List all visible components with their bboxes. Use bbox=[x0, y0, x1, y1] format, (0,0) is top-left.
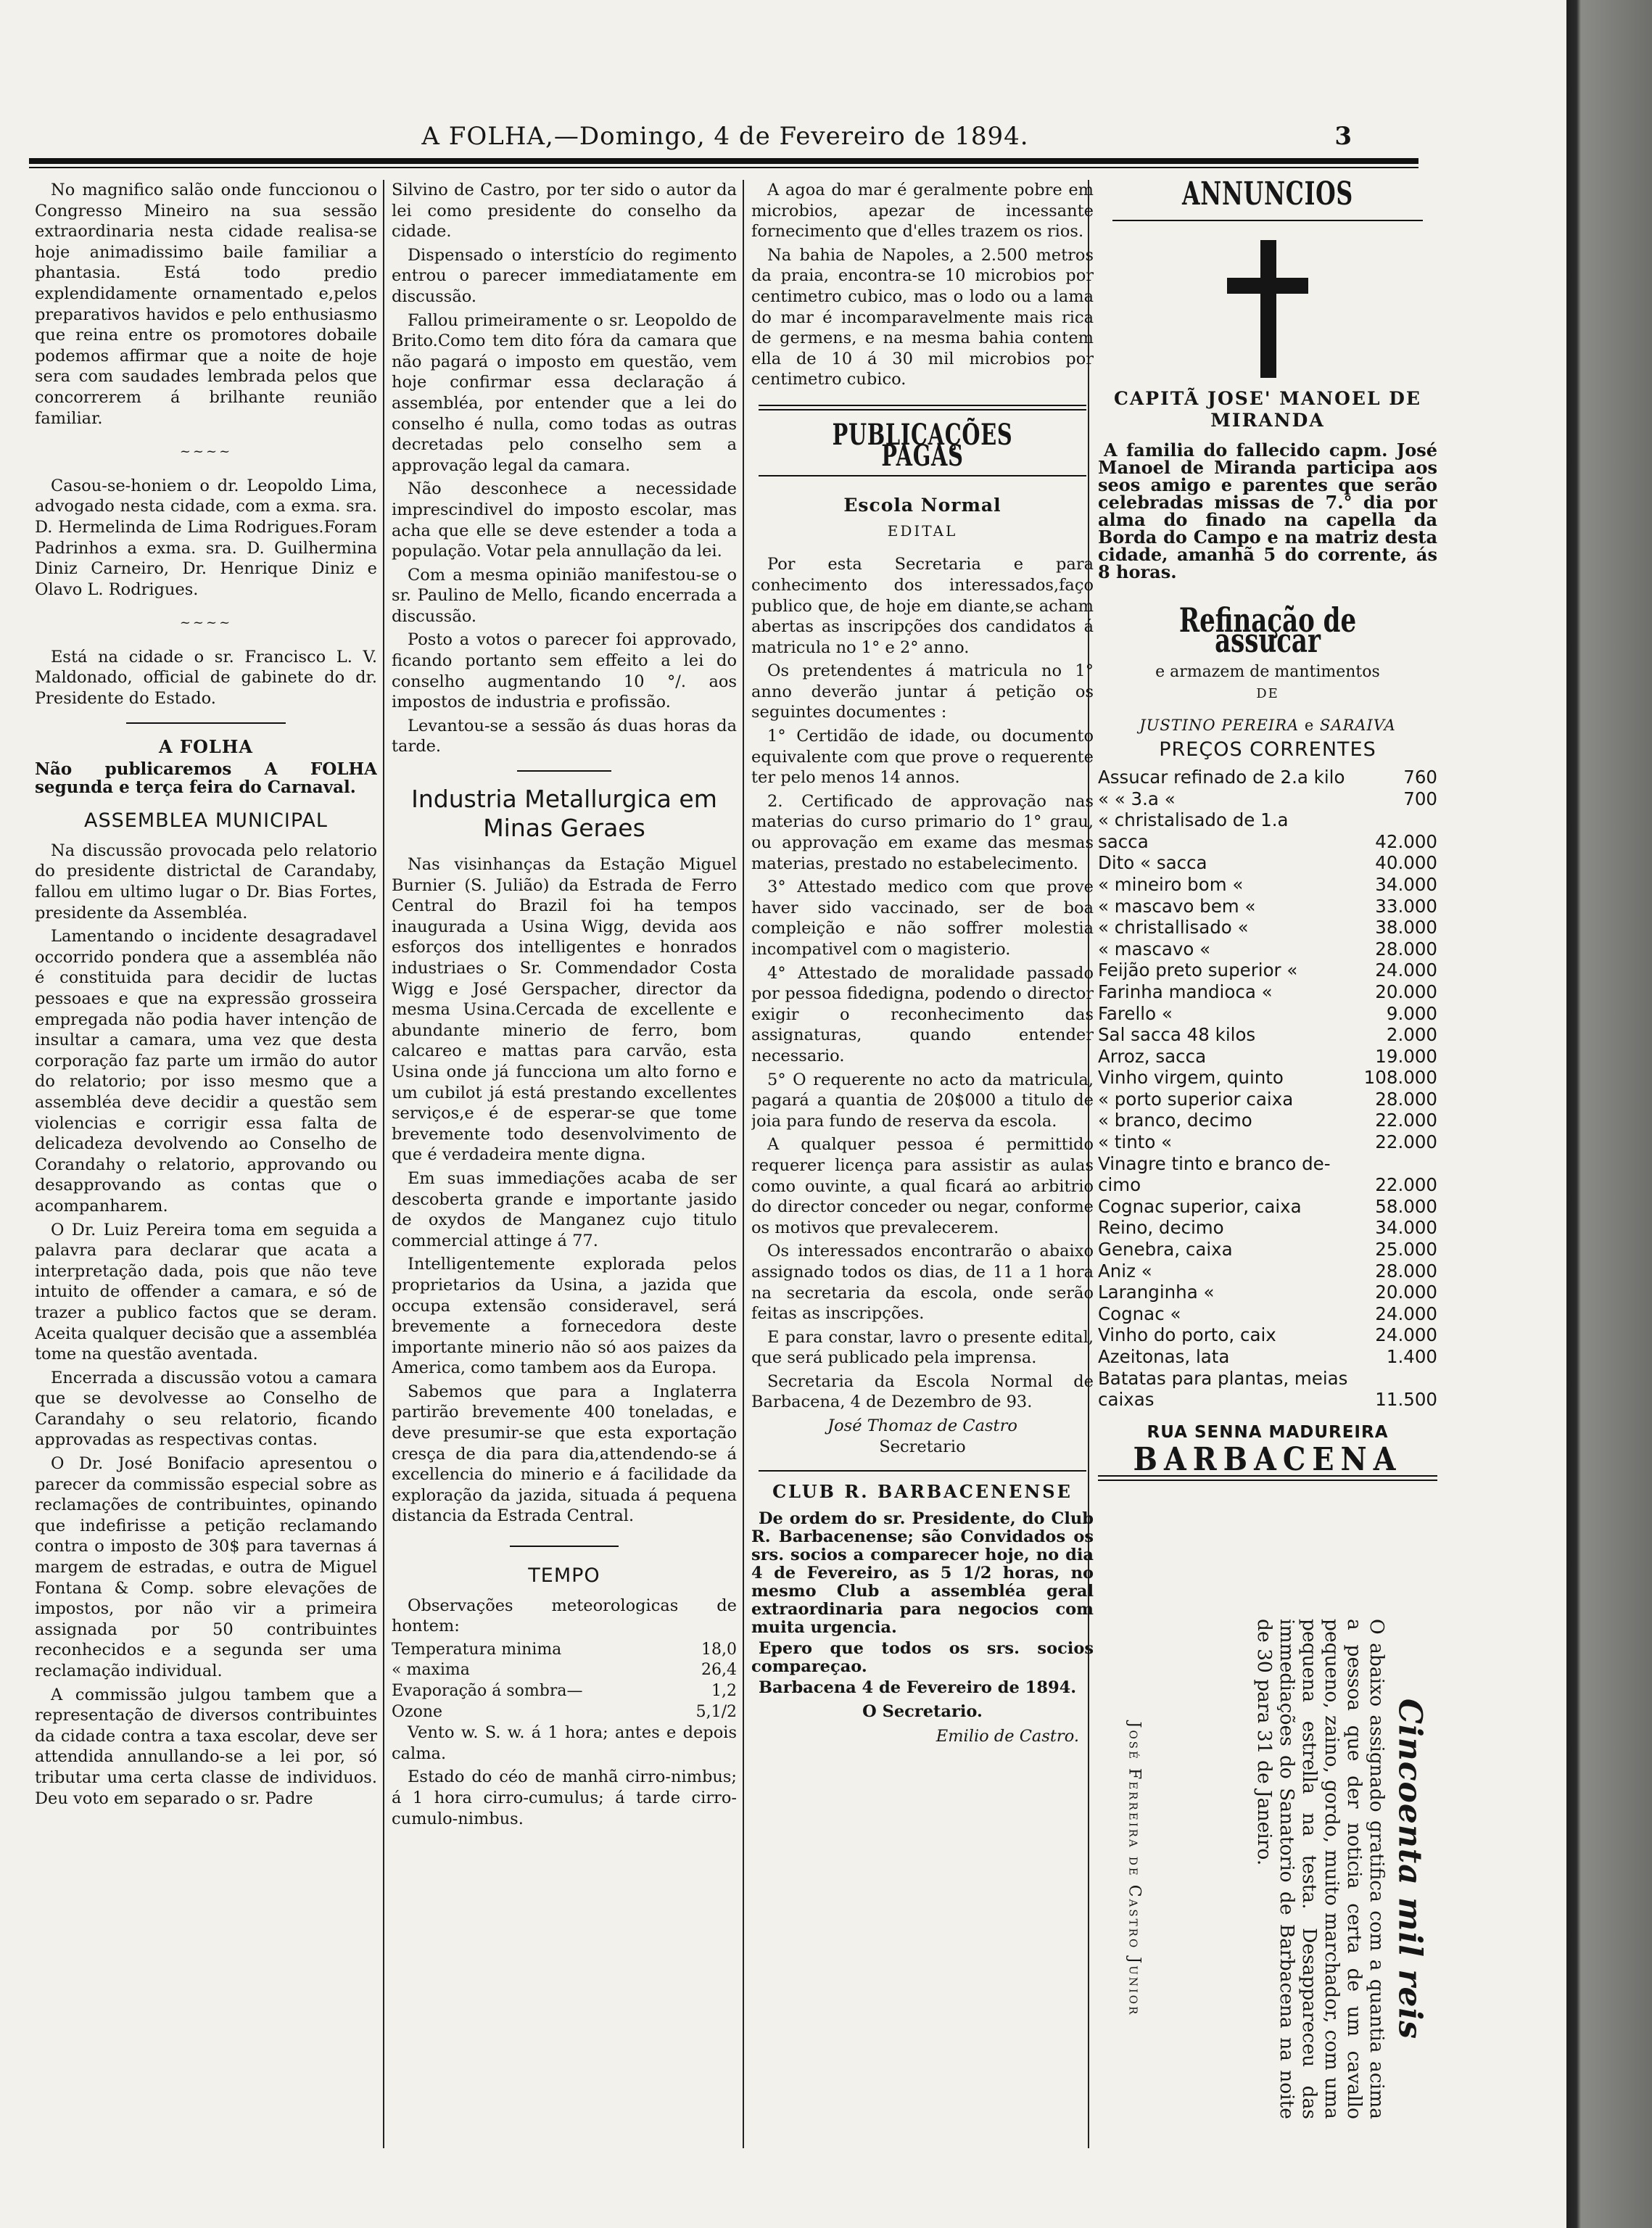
price-row bbox=[1098, 896, 1437, 917]
price-item: Farinha mandioca « bbox=[1098, 981, 1273, 1002]
price-item: Cognac superior, caixa bbox=[1098, 1195, 1302, 1217]
industria-paragraph: Intelligentemente explorada pelos proprietarios da Usina, a jazida que occupa extensão consideravel, será brevemente a fornecedora deste importante minerio não só aos paizes da America, como tambem aos da Europa. bbox=[392, 1255, 737, 1378]
edital-paragraph: Por esta Secretaria e para conhecimento dos interessados,faço publico que, de hoje em diante,se acham abertas as inscripções dos candidatos á matricula no 1° e 2° anno. bbox=[751, 555, 1094, 657]
price-item: Aniz « bbox=[1098, 1260, 1152, 1282]
article-visita: Está na cidade o sr. Francisco L. V. Maldonado, official de gabinete do dr. Presidente do Estado. bbox=[35, 647, 377, 709]
section-rule bbox=[759, 409, 1086, 410]
refinacao-title: Refinação de assucar bbox=[1178, 600, 1357, 661]
club-title: CLUB R. BARBACENENSE bbox=[772, 1481, 1073, 1503]
section-rule bbox=[510, 1546, 619, 1547]
edital-paragraph: E para constar, lavro o presente edital, que será publicado pela imprensa. bbox=[751, 1327, 1094, 1368]
address-street: RUA SENNA MADUREIRA bbox=[1147, 1422, 1389, 1442]
price-value: 25.000 bbox=[1375, 1239, 1437, 1261]
price-value: 22.000 bbox=[1375, 1174, 1437, 1196]
folha-notice: Não publicaremos A FOLHA segunda e terça feira do Carnaval. bbox=[35, 759, 377, 798]
tempo-label: Ozone bbox=[392, 1702, 443, 1721]
assembleia-paragraph: Levantou-se a sessão ás duas horas da tarde. bbox=[392, 716, 737, 756]
price-row bbox=[1098, 1174, 1437, 1196]
assembleia-paragraph: A commissão julgou tambem que a representação de diversos contribuintes da cidade contra a taxa escolar, deve ser attendida annullando-se a lei por, só tributar uma certa classe de individuos. Deu voto em separado o sr. Padre bbox=[35, 1685, 377, 1808]
price-value: 24.000 bbox=[1375, 960, 1437, 981]
price-item: Vinho virgem, quinto bbox=[1098, 1067, 1284, 1089]
owner-conjunction: e bbox=[1304, 716, 1315, 734]
tempo-title: TEMPO bbox=[528, 1564, 600, 1588]
club-signature: Emilio de Castro. bbox=[936, 1727, 1079, 1746]
price-row bbox=[1098, 1046, 1437, 1068]
tempo-row bbox=[392, 1702, 737, 1723]
price-item: Arroz, sacca bbox=[1098, 1045, 1207, 1067]
price-item: Cognac « bbox=[1098, 1303, 1181, 1324]
tempo-ceu: Estado do céo de manhã cirro-nimbus; á 1 hora cirro-cumulus; á tarde cirro-cumulo-nimbus. bbox=[392, 1767, 737, 1828]
price-value: 28.000 bbox=[1375, 938, 1437, 960]
edital-paragraph: 5° O requerente no acto da matricula, pagará a quantia de 20$000 a titulo de joia para fundo de reserva da escola. bbox=[751, 1070, 1094, 1131]
assembleia-paragraph: Dispensado o interstício do regimento entrou o parecer immediatamente em discussão. bbox=[392, 245, 737, 306]
price-value: 22.000 bbox=[1375, 1131, 1437, 1153]
tempo-row bbox=[392, 1640, 737, 1661]
price-row bbox=[1098, 852, 1437, 874]
article-casamento: Casou-se-honiem o dr. Leopoldo Lima, advogado nesta cidade, com a exma. sra. D. Hermelinda de Lima Rodrigues.Foram Padrinhos a exma. sra. D. Guilhermina Diniz Carneiro, Dr. Henrique Diniz e Olavo L. Rodrigues. bbox=[35, 476, 377, 599]
price-item: Dito « sacca bbox=[1098, 852, 1207, 874]
price-value: 33.000 bbox=[1375, 895, 1437, 917]
assembleia-continued: Silvino de Castro, por ter sido o autor da lei como presidente do conselho da cidade. bbox=[392, 181, 737, 242]
price-item: caixas bbox=[1098, 1389, 1155, 1411]
owner-name: JUSTINO PEREIRA bbox=[1139, 716, 1300, 734]
price-row bbox=[1098, 1217, 1437, 1239]
ornament-divider: ~~~~ bbox=[179, 615, 233, 631]
price-row bbox=[1098, 788, 1437, 810]
column-2 bbox=[392, 180, 737, 2148]
section-rule bbox=[759, 405, 1086, 406]
assembleia-paragraph: O Dr. José Bonifacio apresentou o parecer da commissão especial sobre as reclamações de contribuintes, opinando que indefirisse a petição reclamando contra o imposto de 30$ para tavernas á margem de estradas, e outra de Miguel Fontana & Comp. sobre elevações de impostos, por não vir a primeira assignada por 50 contribuintes reconhecidos e a segunda ser uma reclamação individual. bbox=[35, 1454, 377, 1680]
price-row bbox=[1098, 1389, 1437, 1411]
edital-paragraph: Secretaria da Escola Normal de Barbacena, 4 de Dezembro de 93. bbox=[751, 1371, 1094, 1412]
price-row bbox=[1098, 874, 1437, 896]
edital-paragraph: A qualquer pessoa é permittido requerer licença para assistir as aulas como ouvinte, a qual ficará ao arbitrio do director conceder ou negar, conforme os motivos que prevalecerem. bbox=[751, 1135, 1094, 1237]
section-rule bbox=[1112, 220, 1423, 221]
edital-paragraph: 2. Certificado de approvação nas materias do curso primario do 1° grau, ou approvação em exame das mesmas materias, prestado no estabelecimento. bbox=[751, 791, 1094, 873]
price-row bbox=[1098, 1153, 1437, 1175]
price-row bbox=[1098, 1368, 1437, 1390]
cross-icon bbox=[1224, 240, 1311, 378]
price-row bbox=[1098, 1024, 1437, 1046]
price-item: « tinto « bbox=[1098, 1131, 1173, 1153]
price-row bbox=[1098, 1089, 1437, 1110]
price-value: 28.000 bbox=[1375, 1260, 1437, 1282]
obituary-name: CAPITÃ JOSE' MANOEL DE MIRANDA bbox=[1114, 387, 1421, 431]
assembleia-paragraph: O Dr. Luiz Pereira toma em seguida a palavra para declarar que acata a interpretação dada, pois que não teve intuito de offender a camara, e só de trazer a publico factos que se deram. Aceita qualquer decisão que a assembléa tome na questão aventada. bbox=[35, 1220, 377, 1364]
industria-paragraph: Nas visinhanças da Estação Miguel Burnier (S. Julião) da Estrada de Ferro Central do Brazil foi ha tempos inaugurada a Usina Wigg, devida aos esforços dos intelligentes e honrados industriaes o Sr. Commendador Costa Wigg e José Gerspacher, director da mesma Usina.Cercada de excellente e abundante minerio de ferro, bom calcareo e mattas para carvão, esta Usina onde já funcciona um alto forno e um cubilot já está prestando excellentes serviços,e é de esperar-se que tome brevemente todo desenvolvimento de que é verdadeira mente digna. bbox=[392, 855, 737, 1165]
tempo-label: Evaporação á sombra— bbox=[392, 1682, 583, 1700]
edital-paragraph: Os interessados encontrarão o abaixo assignado todos os dias, de 11 a 1 hora na secretaria da escola, onde serão feitas as inscripções. bbox=[751, 1242, 1094, 1324]
price-list bbox=[1098, 767, 1437, 1411]
price-item: « christallisado « bbox=[1098, 917, 1249, 938]
tempo-value: 18,0 bbox=[701, 1640, 737, 1659]
price-row bbox=[1098, 1110, 1437, 1131]
price-value bbox=[1433, 1153, 1437, 1175]
price-value: 700 bbox=[1403, 788, 1437, 809]
price-row bbox=[1098, 960, 1437, 981]
price-item: « branco, decimo bbox=[1098, 1110, 1252, 1131]
tempo-value: 1,2 bbox=[711, 1682, 737, 1700]
price-value: 20.000 bbox=[1375, 1282, 1437, 1303]
assembleia-title: ASSEMBLEA MUNICIPAL bbox=[84, 809, 328, 833]
price-item: « mascavo « bbox=[1098, 938, 1211, 960]
price-value: 24.000 bbox=[1375, 1324, 1437, 1346]
column-divider bbox=[743, 180, 744, 2148]
industria-title: Industria Metallurgica em Minas Geraes bbox=[411, 785, 717, 843]
price-row bbox=[1098, 1303, 1437, 1325]
obituary-body: A familia do fallecido capm. José Manoel de Miranda participa aos seos amigo e parentes que serão celebradas missas de 7.° dia por alma do finado na capella da Borda do Campo e na matriz desta cidade, amanhã 5 do corrente, ás 8 horas. bbox=[1098, 439, 1437, 582]
reward-title: Cincoenta mil reis bbox=[1391, 1699, 1429, 2039]
price-row bbox=[1098, 831, 1437, 853]
reward-body: O abaixo assignado gratifica com a quantia acima a pessoa que der noticia certa de um cavallo pequeno, zaino, gordo, muito marchador, com uma pequena estrella na testa. Desappareceu das immediações do Sanatorio de Barbacena na noite de 30 para 31 de Janeiro. bbox=[1253, 1619, 1388, 2119]
price-item: Laranginha « bbox=[1098, 1282, 1215, 1303]
price-value: 760 bbox=[1403, 766, 1437, 788]
section-rule bbox=[126, 722, 286, 724]
tempo-vento: Vento w. S. w. á 1 hora; antes e depois calma. bbox=[392, 1723, 737, 1763]
price-item: Vinagre tinto e branco de- bbox=[1098, 1152, 1331, 1174]
price-value: 11.500 bbox=[1375, 1389, 1437, 1411]
price-value bbox=[1433, 809, 1437, 831]
price-item: cimo bbox=[1098, 1174, 1141, 1196]
price-value: 20.000 bbox=[1375, 981, 1437, 1002]
section-rule bbox=[759, 475, 1086, 476]
reward-signature: José Ferreira de Castro Junior bbox=[1125, 1721, 1144, 2017]
club-date: Barbacena 4 de Fevereiro de 1894. bbox=[759, 1678, 1077, 1697]
price-row bbox=[1098, 809, 1437, 831]
price-value: 28.000 bbox=[1375, 1088, 1437, 1110]
tempo-label: Temperatura minima bbox=[392, 1640, 562, 1659]
precos-title: PREÇOS CORRENTES bbox=[1159, 738, 1376, 762]
annuncios-title: ANNUNCIOS bbox=[1181, 180, 1354, 213]
price-row bbox=[1098, 1196, 1437, 1218]
escola-title: Escola Normal bbox=[843, 495, 1001, 516]
price-item: Vinho do porto, caix bbox=[1098, 1324, 1276, 1346]
refinacao-owners bbox=[1098, 715, 1437, 736]
owner-name: SARAIVA bbox=[1320, 716, 1396, 734]
price-value: 38.000 bbox=[1375, 917, 1437, 938]
price-item: Azeitonas, lata bbox=[1098, 1346, 1230, 1367]
price-row bbox=[1098, 981, 1437, 1003]
edital-signature: José Thomaz de Castro bbox=[827, 1416, 1017, 1436]
price-value: 108.000 bbox=[1363, 1067, 1437, 1089]
price-row bbox=[1098, 1261, 1437, 1282]
edital-paragraph: 4° Attestado de moralidade passado por pessoa fidedigna, podendo o director exigir o reconhecimento das assignaturas, quando entender necessario. bbox=[751, 963, 1094, 1065]
header-rule-thin bbox=[29, 167, 1418, 168]
price-item: Reino, decimo bbox=[1098, 1217, 1224, 1239]
price-value: 58.000 bbox=[1375, 1195, 1437, 1217]
price-value: 24.000 bbox=[1375, 1303, 1437, 1324]
club-secretary-label: O Secretario. bbox=[862, 1701, 983, 1721]
page-header bbox=[29, 122, 1421, 162]
tempo-label: « maxima bbox=[392, 1661, 470, 1680]
price-value: 42.000 bbox=[1375, 830, 1437, 852]
assembleia-paragraph: Posto a votos o parecer foi approvado, ficando portanto sem effeito a lei do conselho augmentando 10 °/. aos impostos de industria e profissão. bbox=[392, 630, 737, 712]
masthead: A FOLHA,—Domingo, 4 de Fevereiro de 1894. bbox=[421, 122, 1029, 151]
assembleia-paragraph: Fallou primeiramente o sr. Leopoldo de Brito.Como tem dito fóra da camara que não pagará o imposto em questão, vem hoje confirmar essa declaração á assembléa, por entender que a lei do conselho é nulla, como todas as outras decretadas pelo conselho sem a approvação legal da camara. bbox=[392, 310, 737, 475]
price-value bbox=[1433, 1368, 1437, 1390]
microbios-paragraph: A agoa do mar é geralmente pobre em microbios, apezar de incessante fornecimento que d'elles trazem os rios. bbox=[751, 181, 1094, 242]
club-notice: De ordem do sr. Presidente, do Club R. Barbacenense; são Convidados os srs. socios a comparecer hoje, no dia 4 de Fevereiro, as 5 1/2 horas, no mesmo Club a assembléa geral extraordinaria para negocios com muita urgencia. bbox=[751, 1509, 1094, 1637]
refinacao-subtitle: e armazem de mantimentos bbox=[1155, 662, 1380, 681]
tempo-value: 26,4 bbox=[701, 1661, 737, 1680]
price-row bbox=[1098, 767, 1437, 788]
price-row bbox=[1098, 1067, 1437, 1089]
header-rule bbox=[29, 158, 1418, 164]
edital-paragraph: Os pretendentes á matricula no 1° anno deverão juntar á petição os seguintes documentes : bbox=[751, 661, 1094, 722]
price-item: Batatas para plantas, meias bbox=[1098, 1367, 1348, 1389]
column-1 bbox=[35, 180, 377, 2148]
price-item: « mineiro bom « bbox=[1098, 873, 1244, 895]
club-notice: Epero que todos os srs. socios compareçao. bbox=[751, 1638, 1094, 1676]
edital-role: Secretario bbox=[879, 1437, 966, 1456]
price-row bbox=[1098, 1131, 1437, 1153]
price-row bbox=[1098, 917, 1437, 938]
publicacoes-pagas-title: PUBLICAÇÕES PAGAS bbox=[832, 417, 1013, 473]
price-item: « mascavo bem « bbox=[1098, 895, 1256, 917]
refinacao-de: DE bbox=[1256, 685, 1279, 701]
price-item: « « 3.a « bbox=[1098, 788, 1176, 809]
section-rule bbox=[517, 770, 611, 772]
price-value: 40.000 bbox=[1375, 852, 1437, 874]
ornament-divider: ~~~~ bbox=[179, 444, 233, 460]
edital-paragraph: 1° Certidão de idade, ou documento equivalente com que prove o requerente ter pelo menos 14 annos. bbox=[751, 727, 1094, 788]
industria-paragraph: Sabemos que para a Inglaterra partirão brevemente 400 toneladas, e deve presumir-se que esta exportação cresça de dia para dia,attendendo-se á excellencia do minerio e á facilidade da exploração da jazida, situada á pequena distancia da Estrada Central. bbox=[392, 1382, 737, 1526]
tempo-intro: Observações meteorologicas de hontem: bbox=[392, 1596, 737, 1636]
address-city: BARBACENA bbox=[1133, 1441, 1403, 1479]
price-row bbox=[1098, 1324, 1437, 1346]
price-row bbox=[1098, 1003, 1437, 1025]
tempo-row bbox=[392, 1681, 737, 1702]
edital-paragraph: 3° Attestado medico com que prove haver sido vaccinado, ser de boa compleição e não soffrer molestia incompativel com o magisterio. bbox=[751, 878, 1094, 959]
assembleia-paragraph: Encerrada a discussão votou a camara que se devolvesse ao Conselho de Carandahy o seu relatorio, ficando approvadas as respectivas contas. bbox=[35, 1368, 377, 1450]
price-value: 34.000 bbox=[1375, 1217, 1437, 1239]
section-rule bbox=[759, 1470, 1086, 1472]
price-item: Feijão preto superior « bbox=[1098, 960, 1298, 981]
column-divider bbox=[383, 180, 384, 2148]
industria-paragraph: Em suas immediações acaba de ser descoberta grande e importante jasido de oxydos de Manganez cujo titulo commercial attinge á 77. bbox=[392, 1168, 737, 1250]
price-item: Farello « bbox=[1098, 1002, 1173, 1024]
microbios-paragraph: Na bahia de Napoles, a 2.500 metros da praia, encontra-se 10 microbios por centimetro cubico, mas o lodo ou a lama do mar é incomparavelmente mais rica de germens, e na mesma bahia contem ella de 10 á 30 mil microbios por centimetro cubico. bbox=[751, 245, 1094, 389]
price-value: 22.000 bbox=[1375, 1110, 1437, 1131]
price-row bbox=[1098, 1346, 1437, 1368]
price-item: « porto superior caixa bbox=[1098, 1088, 1294, 1110]
price-item: Assucar refinado de 2.a kilo bbox=[1098, 766, 1345, 788]
tempo-value: 5,1/2 bbox=[695, 1702, 737, 1721]
folha-title: A FOLHA bbox=[158, 735, 254, 757]
price-value: 9.000 bbox=[1386, 1002, 1437, 1024]
price-value: 34.000 bbox=[1375, 873, 1437, 895]
edital-label: EDITAL bbox=[887, 521, 958, 540]
price-item: « christalisado de 1.a bbox=[1098, 809, 1289, 831]
reward-ad bbox=[1098, 1619, 1437, 2119]
price-item: Sal sacca 48 kilos bbox=[1098, 1024, 1256, 1046]
price-row bbox=[1098, 1282, 1437, 1303]
tempo-readings bbox=[392, 1640, 737, 1722]
price-row bbox=[1098, 1239, 1437, 1261]
price-value: 1.400 bbox=[1386, 1346, 1437, 1367]
price-item: sacca bbox=[1098, 830, 1149, 852]
tempo-row bbox=[392, 1660, 737, 1681]
price-value: 2.000 bbox=[1386, 1024, 1437, 1046]
assembleia-paragraph: Na discussão provocada pelo relatorio do presidente districtal de Carandaby, fallou em ultimo lugar o Dr. Bias Fortes, presidente da Assembléa. bbox=[35, 841, 377, 923]
page-number: 3 bbox=[1334, 122, 1352, 151]
assembleia-paragraph: Lamentando o incidente desagradavel occorrido pondera que a assembléa não é constituida para decidir de luctas pessoaes e que na expressão grosseira empregada não podia haver intenção de insultar a camara, uma vez que desta corporação faz parte um irmão do autor do relatorio; por isso mesmo que a assembléa deve decidir a questão sem violencias e corrigir essa falta de delicadeza devolvendo ao Conselho de Corandahy o relatorio, approvando ou desapprovando as contas que o acompanharem. bbox=[35, 927, 377, 1216]
article-baile: No magnifico salão onde funccionou o Congresso Mineiro na sua sessão extraordinaria nesta cidade realisa-se hoje animadissimo baile familiar a phantasia. Está todo predio explendidamente ornamentado e,pelos preparativos havidos e pelo enthusiasmo que reina entre os promotores dobaile podemos affirmar que a noite de hoje sera com saudades lembrada pelos que concorrerem á brilhante reunião familiar. bbox=[35, 181, 377, 428]
price-item: Genebra, caixa bbox=[1098, 1239, 1233, 1261]
price-row bbox=[1098, 938, 1437, 960]
column-3 bbox=[751, 180, 1094, 2148]
price-value: 19.000 bbox=[1375, 1045, 1437, 1067]
assembleia-paragraph: Não desconhece a necessidade imprescindivel do imposto escolar, mas acha que elle se deve estender a toda a população. Votar pela annullação da lei. bbox=[392, 479, 737, 561]
assembleia-paragraph: Com a mesma opinião manifestou-se o sr. Paulino de Mello, ficando encerrada a discussão. bbox=[392, 565, 737, 626]
page-edge-shadow bbox=[1566, 0, 1652, 2228]
